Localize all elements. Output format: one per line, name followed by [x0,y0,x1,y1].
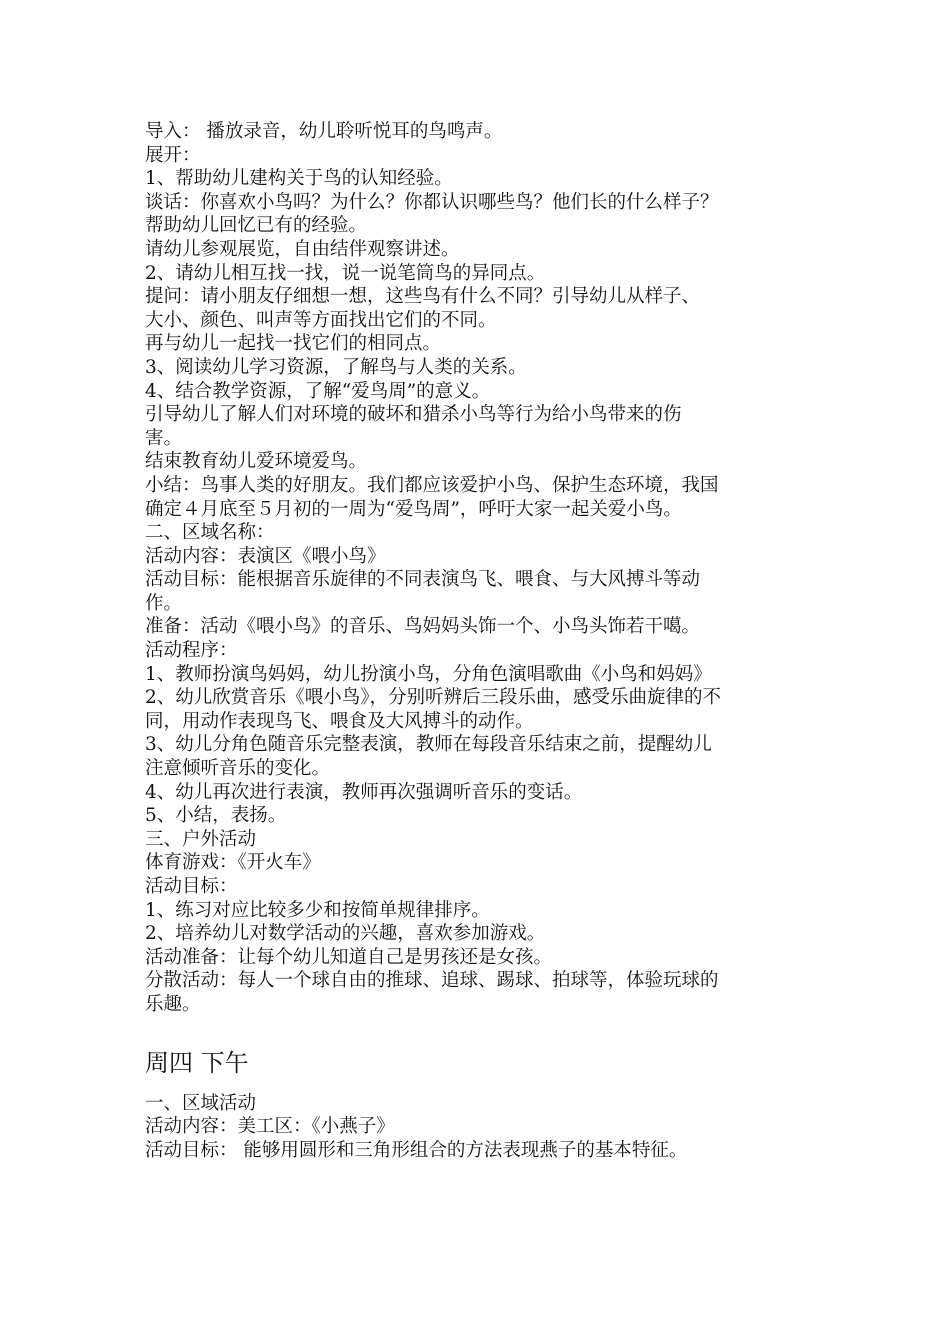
text-line: 结束教育幼儿爱环境爱鸟。 [145,451,368,473]
text-line: 乐趣。 [145,993,201,1015]
text-line: 体育游戏：《开火车》 [145,852,321,874]
text-line: 提问：请小朋友仔细想一想，这些鸟有什么不同？引导幼儿从样子、 [145,286,701,308]
text-line: 活动内容：美工区：《小燕子》 [145,1116,395,1138]
text-line: 活动目标： 能够用圆形和三角形组合的方法表现燕子的基本特征。 [145,1139,688,1161]
text-line: 4、幼儿再次进行表演，教师再次强调听音乐的变话。 [145,781,583,803]
text-line: 小结：鸟事人类的好朋友。我们都应该爱护小鸟、保护生态环境，我国 [145,474,719,496]
text-line: 害。 [145,427,183,449]
text-line: 一、区域活动 [145,1092,257,1114]
text-line: 准备：活动《喂小鸟》的音乐、鸟妈妈头饰一个、小鸟头饰若干噶。 [145,616,701,638]
text-line: 2、培养幼儿对数学活动的兴趣，喜欢参加游戏。 [145,923,546,945]
text-line: 引导幼儿了解人们对环境的破坏和猎杀小鸟等行为给小鸟带来的伤 [145,404,682,426]
text-line: 大小、颜色、叫声等方面找出它们的不同。 [145,309,497,331]
text-line: 帮助幼儿回忆已有的经验。 [145,215,368,237]
text-line: 注意倾听音乐的变化。 [145,758,331,780]
text-line: 3、幼儿分角色随音乐完整表演，教师在每段音乐结束之前，提醒幼儿 [145,734,712,756]
body-text-bottom [145,1092,825,1163]
text-line: 活动程序： [145,640,238,662]
text-line: 活动准备：让每个幼儿知道自己是男孩还是女孩。 [145,946,553,968]
text-line: 同，用动作表现鸟飞、喂食及大风搏斗的动作。 [145,710,534,732]
text-line: 作。 [145,592,183,614]
text-line: 2、请幼儿相互找一找，说一说笔筒鸟的异同点。 [145,262,546,284]
document-page [145,120,825,1162]
text-line: 1、练习对应比较多少和按简单规律排序。 [145,899,490,921]
section-heading: 周四 下午 [145,1048,249,1077]
text-line: 三、户外活动 [145,828,257,850]
text-line: 1、教师扮演鸟妈妈，幼儿扮演小鸟，分角色演唱歌曲《小鸟和妈妈》 [145,663,712,685]
text-line: 展开： [145,144,201,166]
text-line: 活动目标： [145,876,238,897]
text-line: 再与幼儿一起找一找它们的相同点。 [145,333,442,355]
text-line: 5、小结，表扬。 [145,805,287,827]
text-line: 2、幼儿欣赏音乐《喂小鸟》，分别听辨后三段乐曲，感受乐曲旋律的不 [145,687,722,709]
text-line: 活动内容：表演区《喂小鸟》 [145,545,386,567]
body-text-top [145,120,825,1017]
text-line: 导入： 播放录音，幼儿聆听悦耳的鸟鸣声。 [145,121,503,142]
text-line: 请幼儿参观展览，自由结伴观察讲述。 [145,238,460,260]
text-line: 1、帮助幼儿建构关于鸟的认知经验。 [145,168,453,190]
text-line: 谈话：你喜欢小鸟吗？为什么？你都认识哪些鸟？他们长的什么样子？ [145,191,719,213]
text-line: 活动目标：能根据音乐旋律的不同表演鸟飞、喂食、与大风搏斗等动 [145,569,701,591]
text-line: 4、结合教学资源，了解“爱鸟周”的意义。 [145,380,491,402]
text-line: 二、区域名称： [145,522,275,544]
text-line: 确定４月底至５月初的一周为“爱鸟周”，呼吁大家一起关爱小鸟。 [145,498,682,520]
text-line: 分散活动：每人一个球自由的推球、追球、踢球、拍球等，体验玩球的 [145,970,719,992]
text-line: 3、阅读幼儿学习资源，了解鸟与人类的关系。 [145,356,527,378]
